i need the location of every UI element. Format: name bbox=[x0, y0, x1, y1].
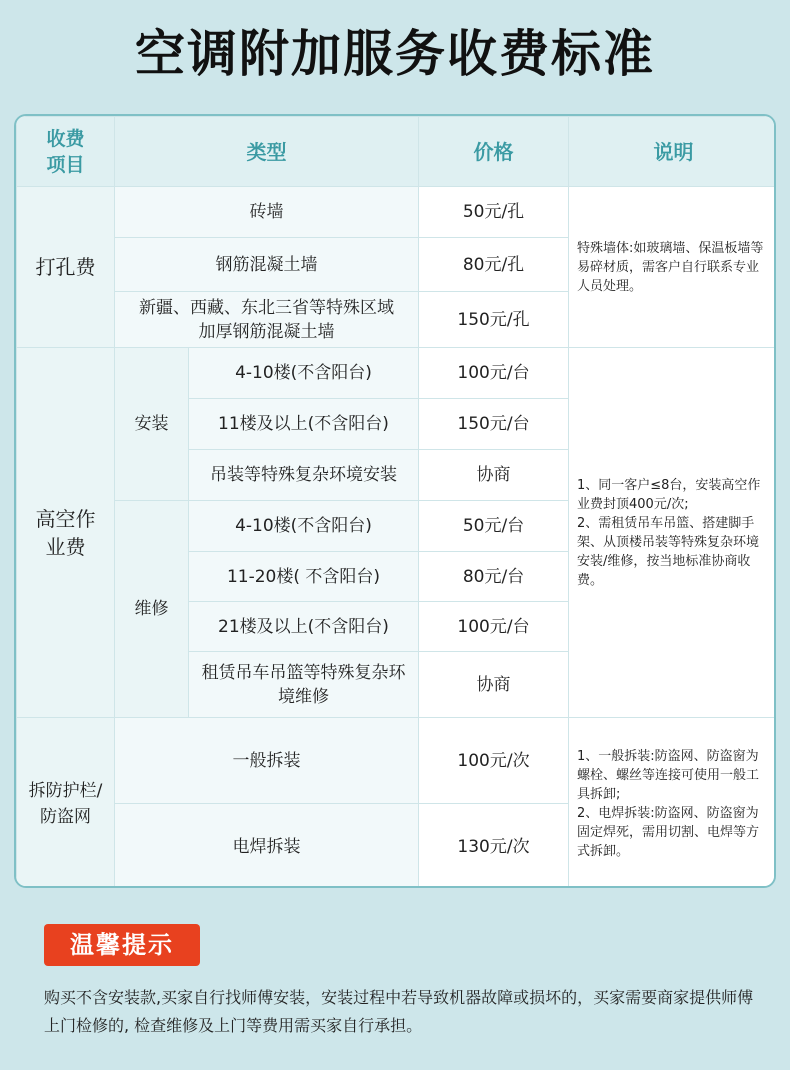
table-row-price: 50元/孔 bbox=[419, 187, 569, 238]
table-row-type: 租赁吊车吊篮等特殊复杂环境维修 bbox=[189, 652, 419, 718]
tip-text: 购买不含安装款,买家自行找师傅安装，安装过程中若导致机器故障或损坏的，买家需要商家提供师傅上门检修的, 检查维修及上门等费用需买家自行承担。 bbox=[44, 988, 754, 1035]
table-row-type: 砖墙 bbox=[115, 187, 419, 238]
table-row-price: 80元/孔 bbox=[419, 238, 569, 292]
table-row-price: 100元/台 bbox=[419, 602, 569, 652]
page-title: 空调附加服务收费标准 bbox=[135, 25, 655, 83]
note-drilling: 特殊墙体:如玻璃墙、保温板墙等易碎材质，需客户自行联系专业人员处理。 bbox=[569, 187, 777, 348]
category-removal: 拆防护栏/ 防盗网 bbox=[17, 718, 115, 889]
header-item: 收费 项目 bbox=[17, 117, 115, 187]
table-row-type: 11-20楼( 不含阳台) bbox=[189, 552, 419, 602]
table-row-price: 130元/次 bbox=[419, 804, 569, 889]
sub-category-install: 安装 bbox=[115, 348, 189, 501]
category-drilling: 打孔费 bbox=[17, 187, 115, 348]
table-row-price: 50元/台 bbox=[419, 501, 569, 552]
sub-category-repair: 维修 bbox=[115, 501, 189, 718]
table-row-price: 协商 bbox=[419, 652, 569, 718]
table-row-type: 4-10楼(不含阳台) bbox=[189, 348, 419, 399]
header-price: 价格 bbox=[419, 117, 569, 187]
table-row-price: 100元/台 bbox=[419, 348, 569, 399]
header-note: 说明 bbox=[569, 117, 777, 187]
table-row-type: 21楼及以上(不含阳台) bbox=[189, 602, 419, 652]
table-row-type: 4-10楼(不含阳台) bbox=[189, 501, 419, 552]
fee-table bbox=[14, 114, 776, 888]
header-type: 类型 bbox=[115, 117, 419, 187]
table-row-price: 协商 bbox=[419, 450, 569, 501]
table-row-type: 一般拆装 bbox=[115, 718, 419, 804]
table-row-price: 100元/次 bbox=[419, 718, 569, 804]
note-removal: 1、一般拆装:防盗网、防盗窗为螺栓、螺丝等连接可使用一般工具拆卸; 2、电焊拆装:防盗网、防盗窗为固定焊死，需用切割、电焊等方式拆卸。 bbox=[569, 718, 777, 889]
table-row-price: 80元/台 bbox=[419, 552, 569, 602]
tip-badge: 温馨提示 bbox=[44, 924, 200, 966]
category-high-altitude: 高空作业费 bbox=[17, 348, 115, 718]
table-row-price: 150元/台 bbox=[419, 399, 569, 450]
table-row-type: 钢筋混凝土墙 bbox=[115, 238, 419, 292]
table-row-type: 吊装等特殊复杂环境安装 bbox=[189, 450, 419, 501]
table-row-type: 电焊拆装 bbox=[115, 804, 419, 889]
table-row-price: 150元/孔 bbox=[419, 292, 569, 348]
table-row-type: 新疆、西藏、东北三省等特殊区域加厚钢筋混凝土墙 bbox=[115, 292, 419, 348]
note-high-altitude: 1、同一客户≤8台，安装高空作业费封顶400元/次; 2、需租赁吊车吊篮、搭建脚手架、从顶楼吊装等特殊复杂环境安装/维修，按当地标准协商收费。 bbox=[569, 348, 777, 718]
table-row-type: 11楼及以上(不含阳台) bbox=[189, 399, 419, 450]
